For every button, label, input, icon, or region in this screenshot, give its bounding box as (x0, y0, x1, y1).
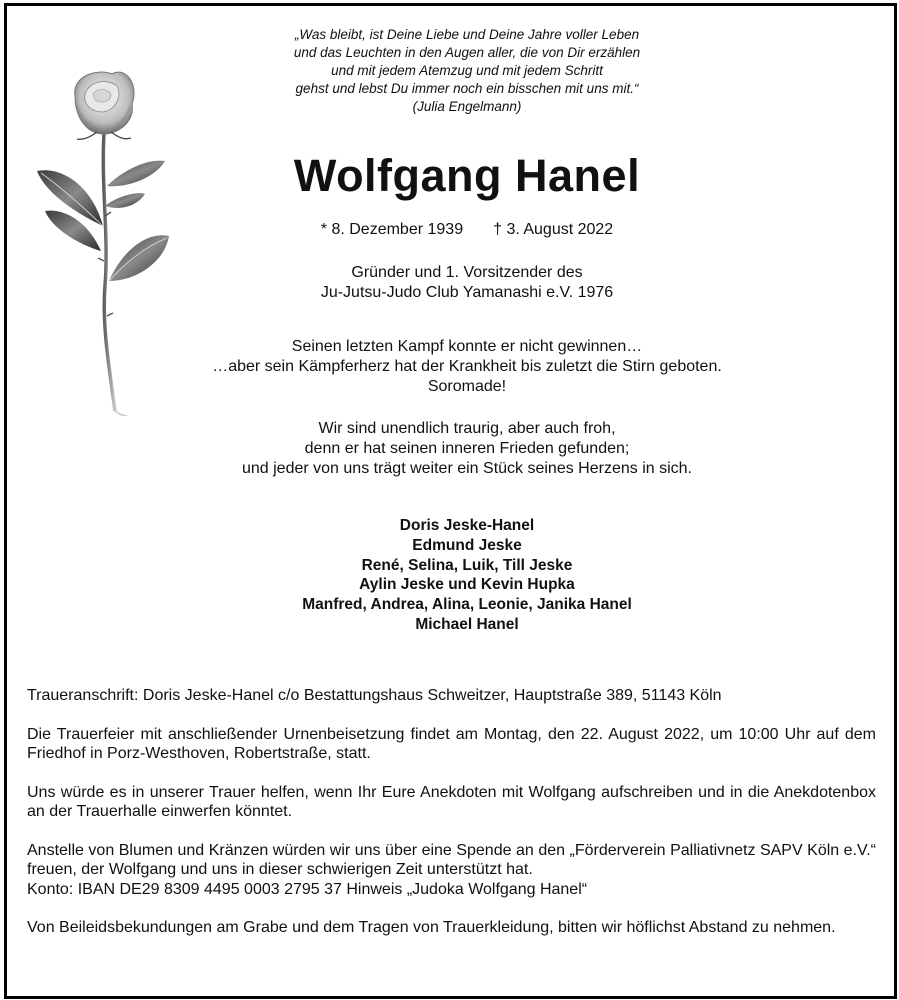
quote-line: und mit jedem Atemzug und mit jedem Schritt (331, 63, 603, 78)
role-line: Gründer und 1. Vorsitzender des (351, 264, 583, 281)
ceremony-notice: Die Trauerfeier mit anschließender Urnenbeisetzung findet am Montag, den 22. August 2022, um 10:00 Uhr auf dem Friedhof in Porz-Westhoven, Robertstraße, statt. (27, 725, 876, 762)
verse-line: Seinen letzten Kampf konnte er nicht gewinnen… (291, 338, 643, 355)
mourning-verse (147, 419, 787, 479)
tribute-verse (147, 337, 787, 397)
role-description (147, 263, 787, 303)
donation-notice (27, 841, 876, 900)
verse-line: Wir sind unendlich traurig, aber auch froh, (318, 420, 616, 437)
condolences-notice: Von Beileidsbekundungen am Grabe und dem Tragen von Trauerkleidung, bitten wir höflichst Abstand zu nehmen. (27, 919, 836, 936)
bank-account: Konto: IBAN DE29 8309 4495 0003 2795 37 Hinweis „Judoka Wolfgang Hanel“ (27, 880, 588, 898)
quote-author: (Julia Engelmann) (412, 99, 522, 114)
quote-line: „Was bleibt, ist Deine Liebe und Deine Jahre voller Leben (294, 27, 640, 42)
quote-line: und das Leuchten in den Augen aller, die von Dir erzählen (293, 45, 641, 60)
memorial-quote (187, 26, 747, 116)
verse-line: Soromade! (427, 378, 507, 395)
mourner-name: Manfred, Andrea, Alina, Leonie, Janika Hanel (302, 596, 632, 614)
mourner-name: René, Selina, Luik, Till Jeske (361, 556, 573, 574)
role-line: Ju-Jutsu-Judo Club Yamanashi e.V. 1976 (320, 284, 614, 301)
quote-line: gehst und lebst Du immer noch ein bisschen mit uns mit.“ (295, 81, 639, 96)
death-date: † 3. August 2022 (493, 221, 614, 238)
life-dates (187, 219, 747, 241)
mourning-address: Traueranschrift: Doris Jeske-Hanel c/o Bestattungshaus Schweitzer, Hauptstraße 389, 51143 Köln (27, 687, 722, 704)
funeral-notices (27, 686, 876, 938)
deceased-name: Wolfgang Hanel (293, 150, 641, 201)
mourner-name: Doris Jeske-Hanel (399, 517, 535, 534)
mourners-list (187, 516, 747, 635)
mourner-name: Michael Hanel (415, 615, 519, 633)
verse-line: …aber sein Kämpferherz hat der Krankheit bis zuletzt die Stirn geboten. (212, 358, 722, 375)
verse-line: und jeder von uns trägt weiter ein Stück seines Herzens in sich. (241, 460, 692, 477)
mourner-name: Aylin Jeske und Kevin Hupka (359, 576, 575, 594)
obituary-notice (4, 3, 897, 999)
anecdotes-request: Uns würde es in unserer Trauer helfen, wenn Ihr Eure Anekdoten mit Wolfgang aufschreiben und in die Anekdotenbox an der Trauerhalle einwerfen könntet. (27, 783, 876, 820)
donation-text: Anstelle von Blumen und Kränzen würden wir uns über eine Spende an den „Förderverein Palliativnetz SAPV Köln e.V.“ freuen, der Wolfgang und uns in dieser schwierigen Zeit unterstützt hat. (27, 841, 876, 878)
verse-line: denn er hat seinen inneren Frieden gefunden; (304, 440, 630, 457)
birth-date: * 8. Dezember 1939 (320, 221, 464, 238)
mourner-name: Edmund Jeske (412, 536, 522, 554)
